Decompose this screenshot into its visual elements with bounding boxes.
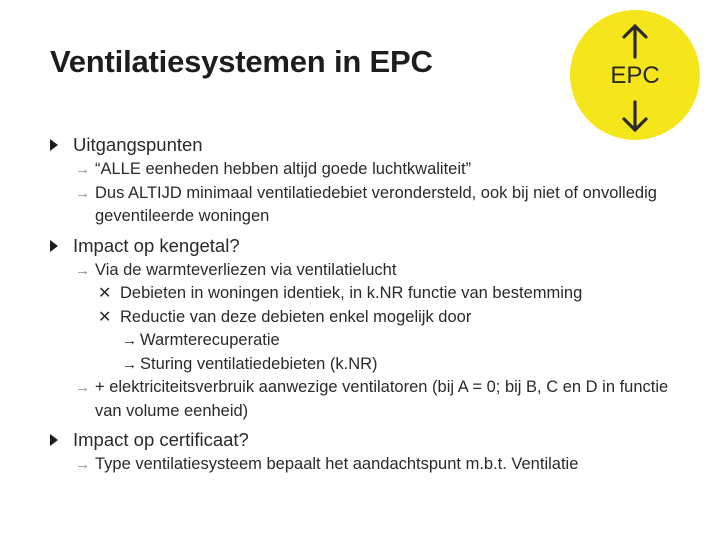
cross-icon: ✕ xyxy=(98,285,112,302)
arrow-right-icon: → xyxy=(122,355,137,373)
arrow-right-icon: → xyxy=(75,261,90,279)
arrow-right-icon: → xyxy=(75,161,90,178)
bullet-triangle-icon xyxy=(50,139,58,151)
list-item: → Type ventilatiesysteem bepaalt het aandachtspunt m.b.t. Ventilatie xyxy=(48,453,698,477)
list-item: ✕ Debieten in woningen identiek, in k.NR functie van bestemming xyxy=(48,282,698,306)
list-item: → Warmterecuperatie xyxy=(48,329,698,353)
section-heading: Impact op certificaat? xyxy=(48,427,698,453)
list-item: → Sturing ventilatiedebieten (k.NR) xyxy=(48,353,698,377)
list-item: → + elektriciteitsverbruik aanwezige ventilatoren (bij A = 0; bij B, C en D in functie van volume eenheid) xyxy=(75,378,669,420)
list-item: → “ALLE eenheden hebben altijd goede luchtkwaliteit” xyxy=(48,158,698,182)
slide-title: Ventilatiesystemen in EPC xyxy=(50,44,433,79)
list-item: → Via de warmteverliezen via ventilatielucht xyxy=(48,259,698,283)
epc-badge-label: EPC xyxy=(610,62,660,89)
arrow-right-icon: → xyxy=(75,184,90,202)
section-heading: Uitgangspunten xyxy=(48,132,698,158)
arrow-right-icon: → xyxy=(75,456,90,473)
section-heading: Impact op kengetal? xyxy=(48,233,698,259)
list-item: → Dus ALTIJD minimaal ventilatiedebiet verondersteld, ook bij niet of onvolledig geventileerde woningen xyxy=(75,183,657,225)
arrow-down-icon xyxy=(624,102,646,130)
slide-body xyxy=(48,132,698,477)
list-item: ✕ Reductie van deze debieten enkel mogelijk door xyxy=(48,306,698,330)
epc-badge xyxy=(570,10,700,140)
bullet-triangle-icon xyxy=(50,434,58,446)
arrow-right-icon: → xyxy=(75,379,90,396)
bullet-triangle-icon xyxy=(50,240,58,252)
cross-icon: ✕ xyxy=(98,308,112,326)
arrow-up-icon xyxy=(624,26,646,57)
arrow-right-icon: → xyxy=(122,332,137,349)
